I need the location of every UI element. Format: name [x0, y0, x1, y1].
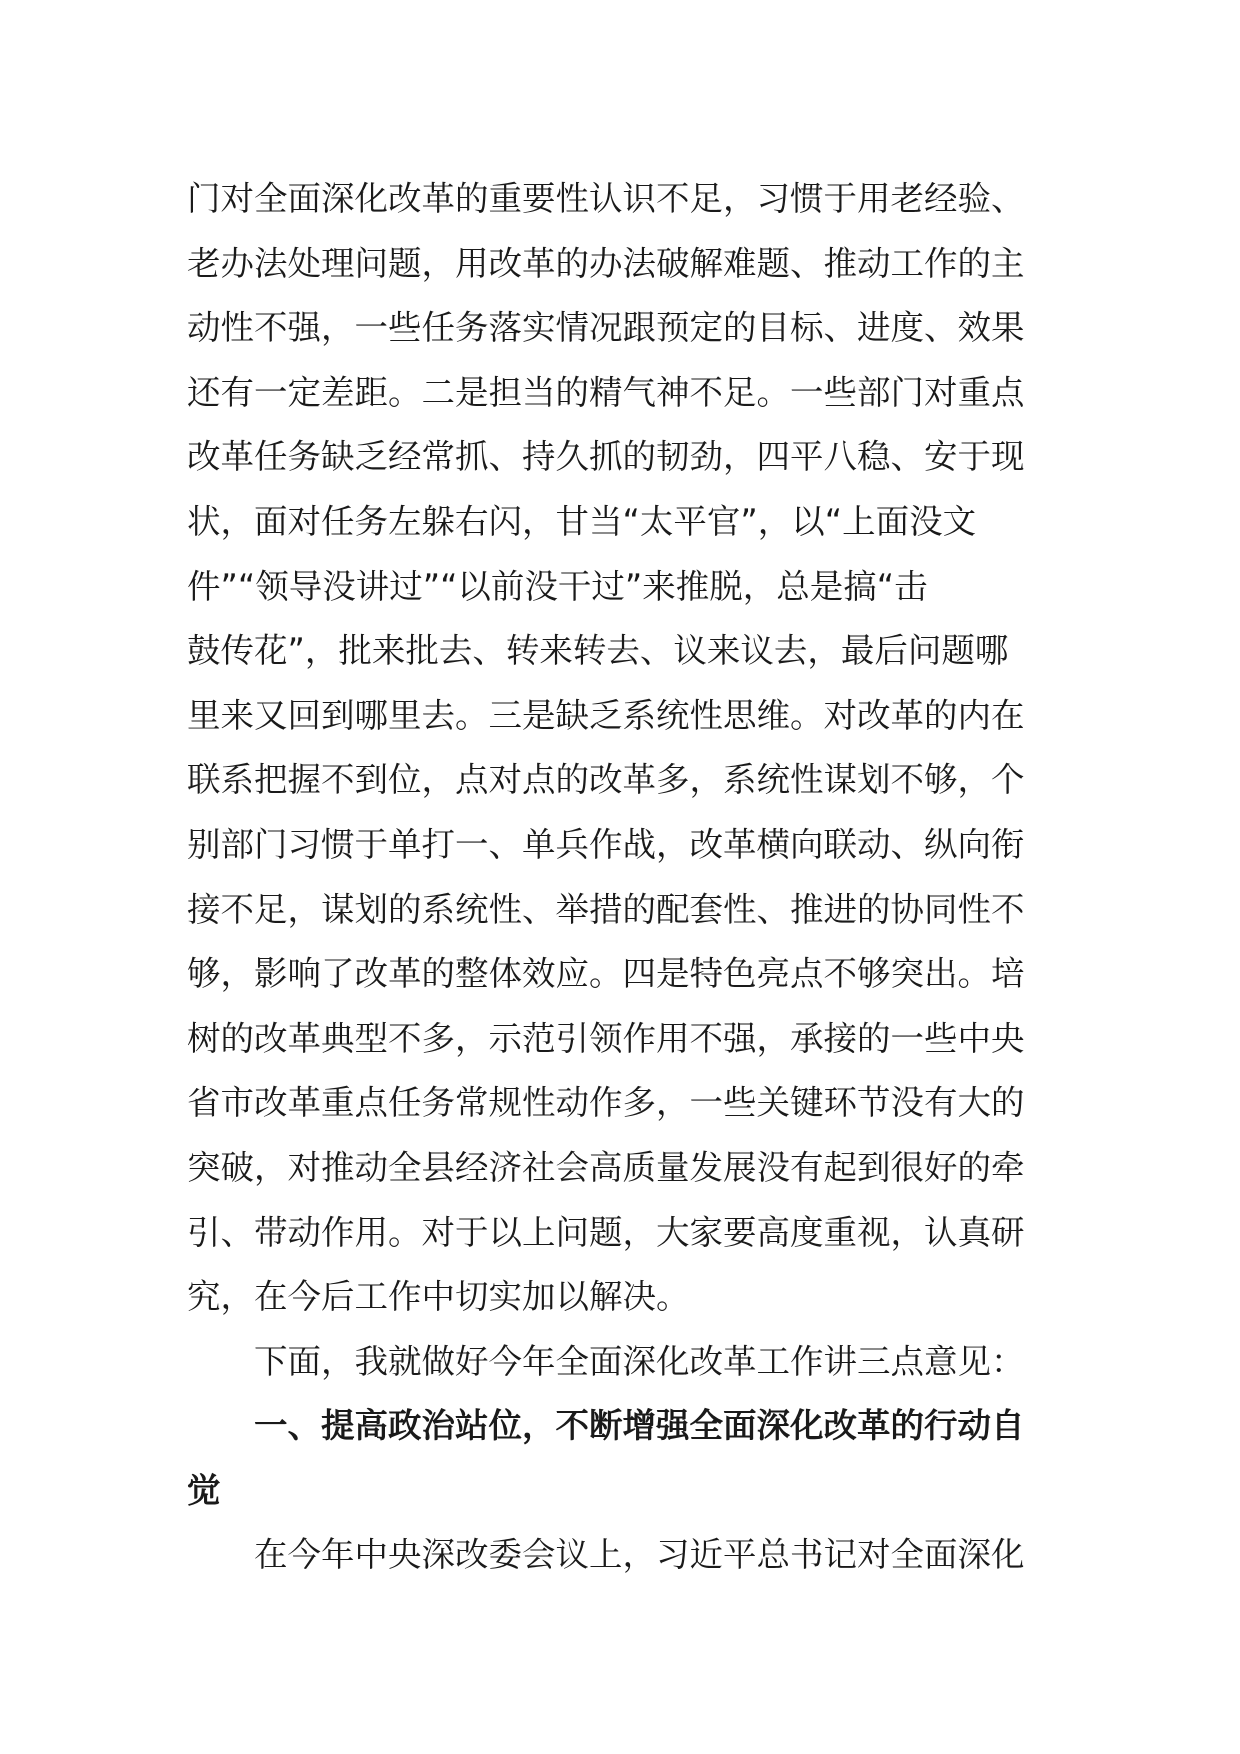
body-text-line: 门对全面深化改革的重要性认识不足，习惯于用老经验、 [187, 179, 1025, 218]
document-body [187, 167, 1055, 1588]
body-text-line: 引、带动作用。对于以上问题，大家要高度重视，认真研 [187, 1212, 1025, 1252]
body-text-line: 突破，对推动全县经济社会高质量发展没有起到很好的牵 [187, 1147, 1025, 1187]
body-text-line: 树的改革典型不多，示范引领作用不强，承接的一些中央 [187, 1018, 1025, 1058]
body-text-line: 老办法处理问题，用改革的办法破解难题、推动工作的主 [187, 243, 1025, 283]
body-text-line: 还有一定差距。二是担当的精气神不足。一些部门对重点 [187, 372, 1025, 412]
body-text-line: 动性不强，一些任务落实情况跟预定的目标、进度、效果 [187, 308, 1025, 348]
body-text-line: 件”“领导没讲过”“以前没干过”来推脱，总是搞“击 [187, 566, 928, 606]
section-heading: 一、提高政治站位，不断增强全面深化改革的行动自 [254, 1406, 1025, 1446]
body-text-line: 状，面对任务左躲右闪，甘当“太平官”，以“上面没文 [187, 501, 977, 541]
body-text-line: 鼓传花”，批来批去、转来转去、议来议去，最后问题哪 [187, 631, 1009, 671]
body-text-line: 里来又回到哪里去。三是缺乏系统性思维。对改革的内在 [187, 695, 1025, 735]
body-text-line: 究，在今后工作中切实加以解决。 [187, 1277, 690, 1317]
body-text-line: 接不足，谋划的系统性、举措的配套性、推进的协同性不 [187, 889, 1025, 929]
body-text-line: 够，影响了改革的整体效应。四是特色亮点不够突出。培 [187, 954, 1025, 994]
body-text-line: 省市改革重点任务常规性动作多，一些关键环节没有大的 [187, 1083, 1025, 1123]
section-heading-continuation: 觉 [187, 1470, 221, 1510]
body-text-line: 别部门习惯于单打一、单兵作战，改革横向联动、纵向衔 [187, 824, 1025, 864]
intro-paragraph: 下面，我就做好今年全面深化改革工作讲三点意见： [254, 1341, 1025, 1381]
body-text-line: 联系把握不到位，点对点的改革多，系统性谋划不够，个 [187, 760, 1025, 800]
body-text-line: 改革任务缺乏经常抓、持久抓的韧劲，四平八稳、安于现 [187, 437, 1025, 477]
body-paragraph-start: 在今年中央深改委会议上，习近平总书记对全面深化 [254, 1535, 1025, 1575]
